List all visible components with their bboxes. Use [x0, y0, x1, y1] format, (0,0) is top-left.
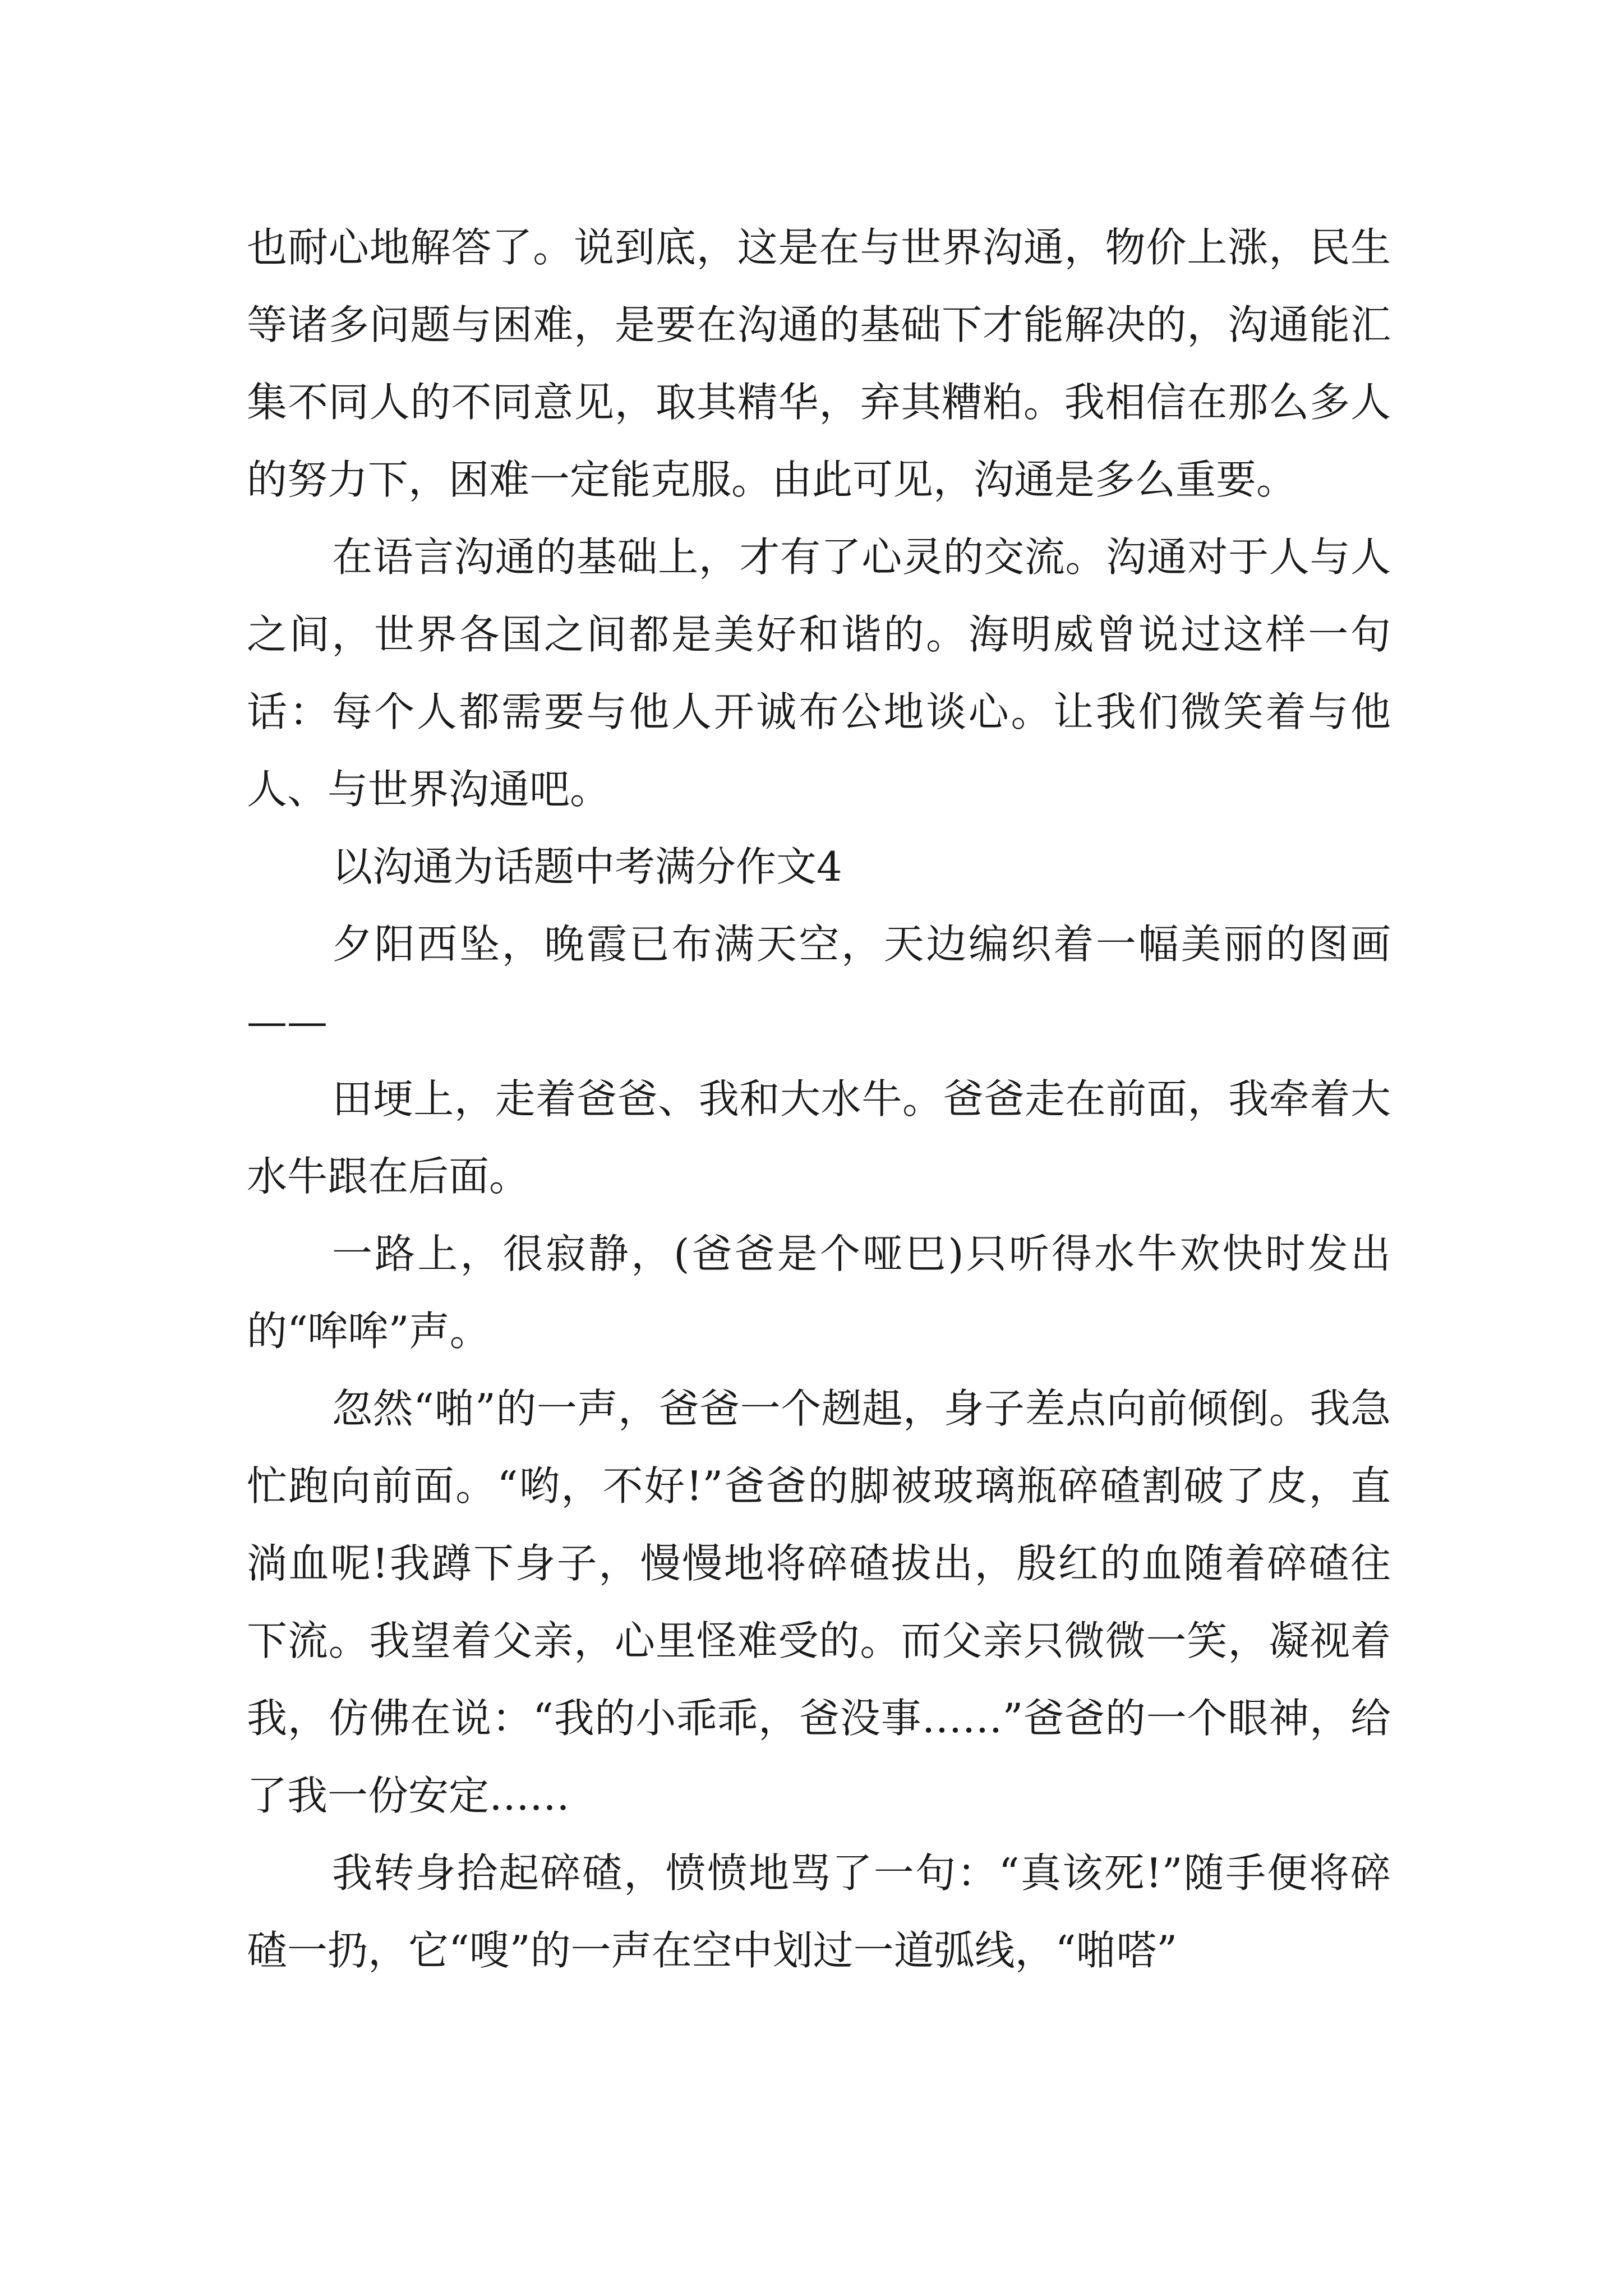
- essay-title: 以沟通为话题中考满分作文4: [332, 843, 842, 890]
- document-body: [247, 209, 1391, 1989]
- paragraph: 在语言沟通的基础上，才有了心灵的交流。沟通对于人与人之间，世界各国之间都是美好和谐的。海明威曾说过这样一句话：每个人都需要与他人开诚布公地谈心。让我们微笑着与他人、与世界沟通吧。: [247, 533, 1391, 813]
- paragraph: 田埂上，走着爸爸、我和大水牛。爸爸走在前面，我牵着大水牛跟在后面。: [247, 1075, 1391, 1200]
- paragraph: 我转身拾起碎碴，愤愤地骂了一句：“真该死!”随手便将碎碴一扔，它“嗖”的一声在空中划过一道弧线，“啪嗒”: [247, 1849, 1391, 1974]
- paragraph: 夕阳西坠，晚霞已布满天空，天边编织着一幅美丽的图画——: [247, 921, 1391, 1045]
- paragraph-continuation: 也耐心地解答了。说到底，这是在与世界沟通，物价上涨，民生等诸多问题与困难，是要在沟通的基础下才能解决的，沟通能汇集不同人的不同意见，取其精华，弃其糟粕。我相信在那么多人的努力下，困难一定能克服。由此可见，沟通是多么重要。: [247, 224, 1391, 503]
- paragraph: 一路上，很寂静，(爸爸是个哑巴)只听得水牛欢快时发出的“哞哞”声。: [247, 1230, 1391, 1355]
- paragraph: 忽然“啪”的一声，爸爸一个趔趄，身子差点向前倾倒。我急忙跑向前面。“哟，不好!”爸爸的脚被玻璃瓶碎碴割破了皮，直淌血呢!我蹲下身子，慢慢地将碎碴拔出，殷红的血随着碎碴往下流。我望着父亲，心里怪难受的。而父亲只微微一笑，凝视着我，仿佛在说：“我的小乖乖，爸没事……”爸爸的一个眼神，给了我一份安定……: [247, 1385, 1391, 1819]
